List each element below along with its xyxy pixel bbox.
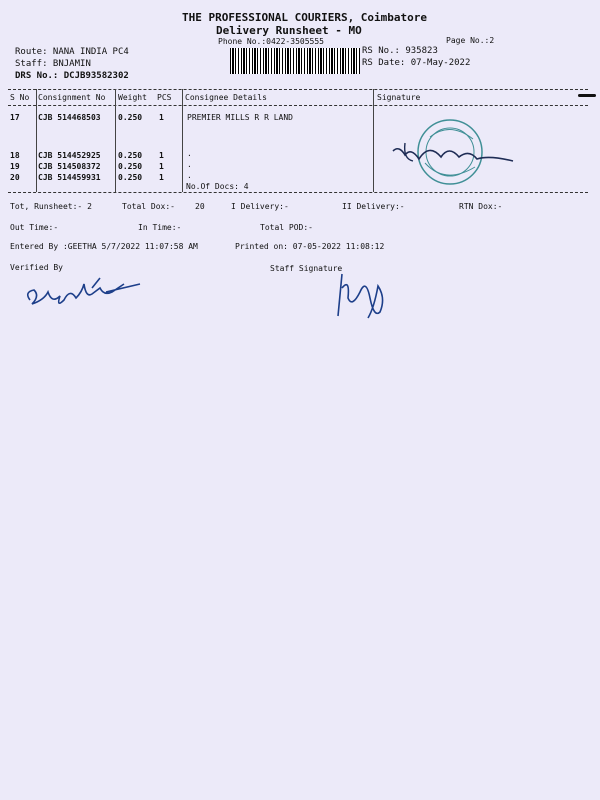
i-delivery: I Delivery:- [231,202,289,211]
row-pcs: 1 [159,173,164,182]
row-weight: 0.250 [118,151,143,160]
row-sno: 19 [10,162,20,171]
header-weight: Weight [118,93,147,102]
drs-number: DRS No.: DCJB93582302 [15,71,129,81]
no-of-docs: No.Of Docs: 4 [186,182,249,191]
tot-runsheet: Tot, Runsheet:- 2 [10,202,92,211]
header-signature: Signature [377,93,421,102]
row-consignment: CJB 514508372 [38,162,101,171]
rtn-dox: RTN Dox:- [459,202,503,211]
document-title: Delivery Runsheet - MO [216,24,362,37]
row-consignee: . [187,160,192,169]
col-divider [373,89,374,192]
total-dox-value: 20 [195,202,205,211]
total-dox-label: Total Dox:- [122,202,175,211]
staff-label: Staff: BNJAMIN [15,59,91,69]
company-stamp [385,115,525,190]
in-time: In Time:- [138,223,182,232]
header-consignee: Consignee Details [185,93,267,102]
ii-delivery: II Delivery:- [342,202,405,211]
header-sno: S No [10,93,30,102]
col-divider [115,89,116,192]
row-sno: 20 [10,173,20,182]
row-weight: 0.250 [118,173,143,182]
staff-signature [330,268,400,323]
header-pcs: PCS [157,93,172,102]
row-weight: 0.250 [118,113,143,122]
row-consignment: CJB 514459931 [38,173,101,182]
row-consignee: . [187,149,192,158]
row-consignment: CJB 514468503 [38,113,101,122]
row-consignee: . [187,171,192,180]
entered-by: Entered By :GEETHA 5/7/2022 11:07:58 AM [10,242,198,251]
page-number: Page No.:2 [446,36,495,45]
col-divider [182,89,183,192]
table-header-rule [8,105,588,106]
table-bottom-rule [8,192,588,193]
rs-date: RS Date: 07-May-2022 [362,58,471,68]
out-time: Out Time:- [10,223,59,232]
staff-signature-label: Staff Signature [270,264,343,273]
verified-signature [20,270,160,315]
col-divider [36,89,37,192]
printed-on: Printed on: 07-05-2022 11:08:12 [235,242,385,251]
row-weight: 0.250 [118,162,143,171]
row-consignee: PREMIER MILLS R R LAND [187,113,293,122]
margin-mark [578,94,596,97]
row-pcs: 1 [159,113,164,122]
row-pcs: 1 [159,151,164,160]
row-sno: 17 [10,113,20,122]
header-consignment: Consignment No [38,93,106,102]
phone-number: Phone No.:0422-3505555 [218,37,324,46]
verified-by: Verified By [10,263,63,272]
row-pcs: 1 [159,162,164,171]
route-label: Route: NANA INDIA PC4 [15,47,129,57]
barcode [230,48,360,74]
total-pod: Total POD:- [260,223,313,232]
company-name: THE PROFESSIONAL COURIERS, Coimbatore [182,11,428,24]
rs-number: RS No.: 935823 [362,46,438,56]
row-consignment: CJB 514452925 [38,151,101,160]
table-top-rule [8,89,588,90]
row-sno: 18 [10,151,20,160]
